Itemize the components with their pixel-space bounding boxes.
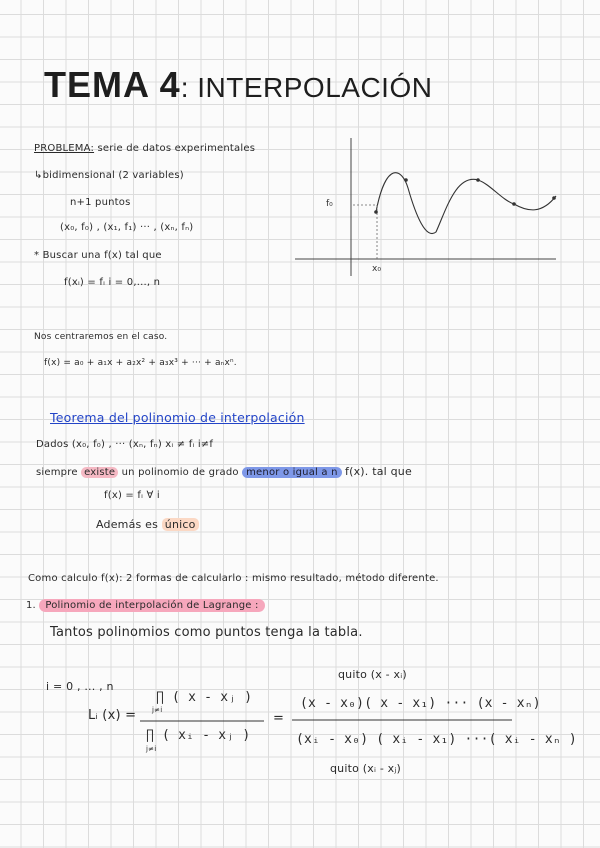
lagrange-equals: = (273, 711, 285, 726)
highlight-grado: menor o igual a n (242, 467, 342, 478)
teorema-title: Teorema del polinomio de interpolación (50, 410, 305, 425)
fraction-bar-right (292, 719, 512, 721)
lagrange-sub-den: j≠i (146, 745, 157, 753)
calculo-line2: Tantos polinomios como puntos tenga la tabla. (50, 625, 363, 640)
teorema-line4-a: Además es (96, 518, 159, 531)
problema-label: PROBLEMA: (34, 143, 95, 154)
data-point (476, 178, 480, 182)
problema-line2: ↳bidimensional (2 variables) (34, 170, 184, 181)
lagrange-den-expanded: (xᵢ - x₀) ( xᵢ - x₁) ···( xᵢ - xₙ ) (296, 732, 577, 747)
lagrange-prod-den: ∏ ( xᵢ - xⱼ ) (146, 728, 251, 743)
caso-line1: Nos centraremos en el caso. (34, 332, 168, 342)
highlight-unico: único (162, 518, 199, 531)
teorema-line1: Dados (x₀, f₀) , ··· (xₙ, fₙ) xᵢ ≠ fᵢ i≠f (36, 439, 214, 450)
calculo-line-lagrange (26, 600, 265, 611)
teorema-line4 (96, 518, 199, 531)
data-point (512, 202, 516, 206)
problema-line6: f(xᵢ) = fᵢ i = 0,..., n (64, 277, 161, 288)
lagrange-lhs: Lᵢ (x) = (88, 708, 137, 723)
lagrange-index: i = 0 , ... , n (46, 680, 114, 693)
caso-line2: f(x) = a₀ + a₁x + a₂x² + a₃x³ + ··· + aₙxⁿ. (44, 358, 237, 368)
highlight-existe: existe (81, 467, 118, 478)
problema-line3: n+1 puntos (70, 197, 131, 208)
data-point (374, 210, 378, 214)
problema-line (34, 143, 255, 154)
curve (376, 173, 556, 234)
lagrange-quito-bottom: quito (xᵢ - xⱼ) (330, 762, 402, 775)
teorema-line3: f(x) = fᵢ ∀ i (104, 490, 160, 501)
graph-x-label: x₀ (372, 264, 381, 274)
graph-y-label: f₀ (326, 199, 333, 209)
calculo-num: 1. (26, 600, 36, 611)
teorema-line2-c: f(x). tal que (345, 465, 412, 478)
calculo-line1: Como calculo f(x): 2 formas de calcularlo : mismo resultado, método diferente. (28, 573, 439, 584)
teorema-line2-a: siempre (36, 467, 78, 478)
highlight-lagrange: Polinomio de interpolación de Lagrange : (39, 599, 264, 612)
teorema-line2-b: un polinomio de grado (121, 467, 239, 478)
page-title (44, 64, 432, 106)
lagrange-quito-top: quito (x - xᵢ) (338, 668, 407, 681)
title-rest: : INTERPOLACIÓN (180, 72, 433, 103)
problema-text: serie de datos experimentales (97, 143, 256, 154)
lagrange-num-expanded: (x - x₀)( x - x₁) ··· (x - xₙ) (300, 696, 541, 711)
data-point (404, 178, 408, 182)
problema-line5: * Buscar una f(x) tal que (34, 250, 162, 261)
lagrange-prod-num: ∏ ( x - xⱼ ) (156, 690, 253, 705)
teorema-line2 (36, 465, 412, 478)
fraction-bar-left (140, 720, 264, 722)
interpolation-graph (290, 130, 565, 280)
data-point (552, 196, 556, 200)
lagrange-sub-num: j≠i (152, 706, 163, 714)
problema-line4: (x₀, f₀) , (x₁, f₁) ··· , (xₙ, fₙ) (60, 222, 194, 233)
title-main: TEMA 4 (44, 64, 181, 105)
